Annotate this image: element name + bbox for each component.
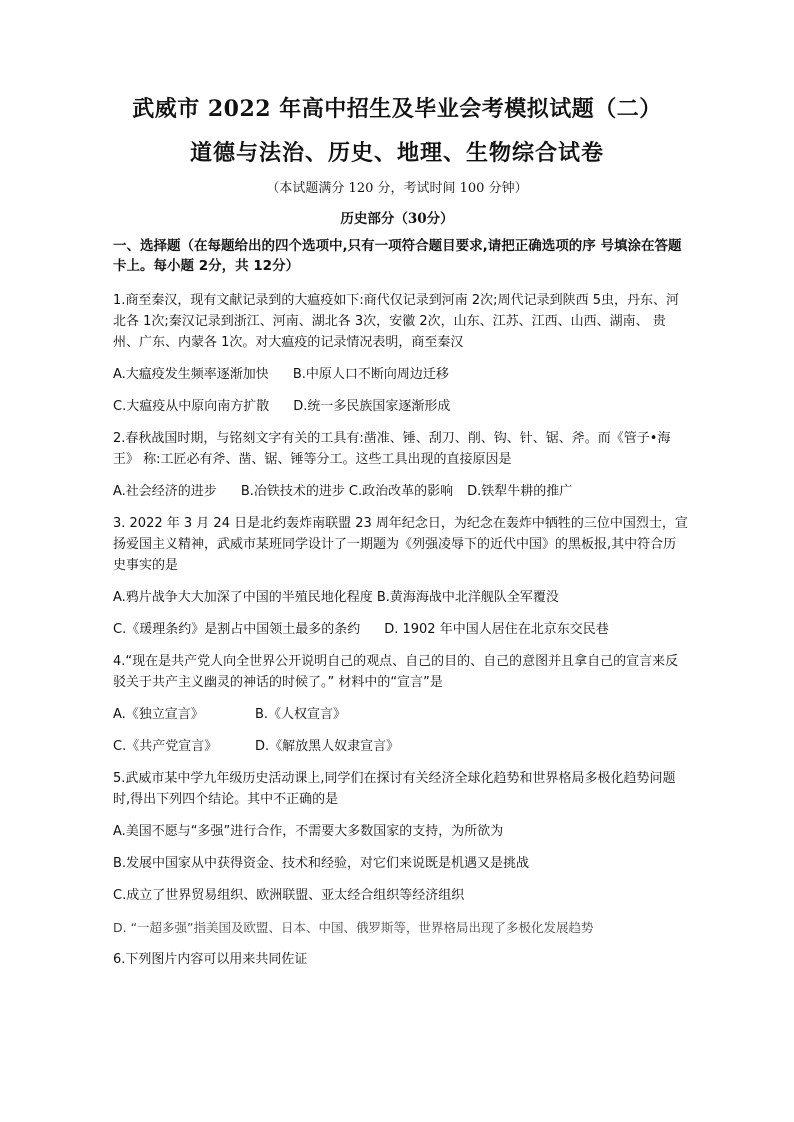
question-4-option-a: A.《独立宣言》 <box>113 707 204 722</box>
question-5-option-d: D. “一超多强”指美国及欧盟、日本、中国、俄罗斯等，世界格局出现了多极化发展趋势 <box>113 920 594 935</box>
question-1-option-c: C.大瘟疫从中原向南方扩散 <box>113 399 270 414</box>
question-4-option-b: B.《人权宣言》 <box>255 707 347 722</box>
exam-subtitle: 道德与法治、历史、地理、生物综合试卷 <box>189 140 604 166</box>
question-1-option-b: B.中原人口不断向周边迁移 <box>292 367 449 382</box>
exam-body <box>113 236 688 981</box>
question-5-option-b: B.发展中国家从中获得资金、技术和经验，对它们来说既是机遇又是挑战 <box>113 856 530 871</box>
question-4-option-d: D.《解放黑人奴隶宣言》 <box>255 739 400 754</box>
question-3-stem: 3. 2022 年 3 月 24 日是北约轰炸南联盟 23 周年纪念日，为纪念在轰炸中牺牲的三位中国烈士，宣扬爱国主义精神，武威市某班同学设计了一期题为《列强凌辱下的近代中国》的黑板报,其中符合历史事实的是 <box>113 516 688 573</box>
question-3-options-row-1 <box>113 587 688 608</box>
question-3-option-d: D. 1902 年中国人居住在北京东交民巷 <box>384 622 609 637</box>
question-3-option-a: A.鸦片战争大大加深了中国的半殖民地化程度 <box>113 590 373 605</box>
exam-note: （本试题满分 120 分，考试时间 100 分钟） <box>266 181 528 196</box>
question-1-options-row-2 <box>113 396 688 417</box>
part-heading: 历史部分（30分） <box>340 211 454 227</box>
question-2-option-d: D.铁犁牛耕的推广 <box>467 484 573 499</box>
question-2-stem: 2.春秋战国时期，与铭刻文字有关的工具有:凿准、锤、刮刀、削、钩、针、锯、斧。而《管子•海王》 称:工匠必有斧、凿、锯、锤等分工。这些工具出现的直接原因是 <box>113 431 671 467</box>
question-2-options-row <box>113 481 688 502</box>
question-6-stem: 6.下列图片内容可以用来共同佐证 <box>113 952 308 967</box>
question-3-option-b: B.黄海海战中北洋舰队全军覆没 <box>376 590 559 605</box>
section-heading: 一、选择题（在每题给出的四个选项中,只有一项符合题目要求,请把正确选项的序 号填涂在答题卡上。每小题 2分，共 12分） <box>113 238 682 274</box>
question-1-option-d: D.统一多民族国家逐渐形成 <box>293 399 451 414</box>
question-4-options-row-1 <box>113 704 688 725</box>
question-3-option-c: C.《瑗理条约》是割占中国领土最多的条约 <box>113 622 361 637</box>
question-4-option-c: C.《共产党宣言》 <box>113 739 218 754</box>
question-1-options-row-1 <box>113 364 688 385</box>
question-4-options-row-2 <box>113 736 688 757</box>
question-1-option-a: A.大瘟疫发生频率逐渐加快 <box>113 367 269 382</box>
question-5-stem: 5.武威市某中学九年级历史活动课上,同学们在探讨有关经济全球化趋势和世界格局多极化趋势问题时,得出下列四个结论。其中不正确的是 <box>113 771 676 807</box>
question-1-stem: 1.商至秦汉，现有文献记录到的大瘟疫如下:商代仅记录到河南 2次;周代记录到陕西 5虫，丹东、河北各 1次;秦汉记录到浙江、河南、湖北各 3次，安徽 2次，山东、江苏、江西、山西、湖南、 贵州、广东、内蒙各 1次。对大瘟疫的记录情况表明，商至秦汉 <box>113 293 679 350</box>
question-2-option-a: A.社会经济的进步 <box>113 484 217 499</box>
question-4-stem: 4.“现在是共产党人向全世界公开说明自己的观点、自己的目的、自己的意图并且拿自己的宣言来反驳关于共产主义幽灵的神话的时候了。” 材料中的“宣言”是 <box>113 654 679 690</box>
question-2-option-b: B.冶铁技术的进步 <box>240 484 345 499</box>
question-5-option-c: C.成立了世界贸易组织、欧洲联盟、亚太经合组织等经济组织 <box>113 888 465 903</box>
question-3-options-row-2 <box>113 619 688 640</box>
question-5-option-a: A.美国不愿与“多强”进行合作，不需要大多数国家的支持，为所欲为 <box>113 824 504 839</box>
question-2-option-c: C.政治改革的影响 <box>348 484 454 499</box>
exam-title: 武威市 2022 年高中招生及毕业会考模拟试题（二） <box>132 96 662 122</box>
